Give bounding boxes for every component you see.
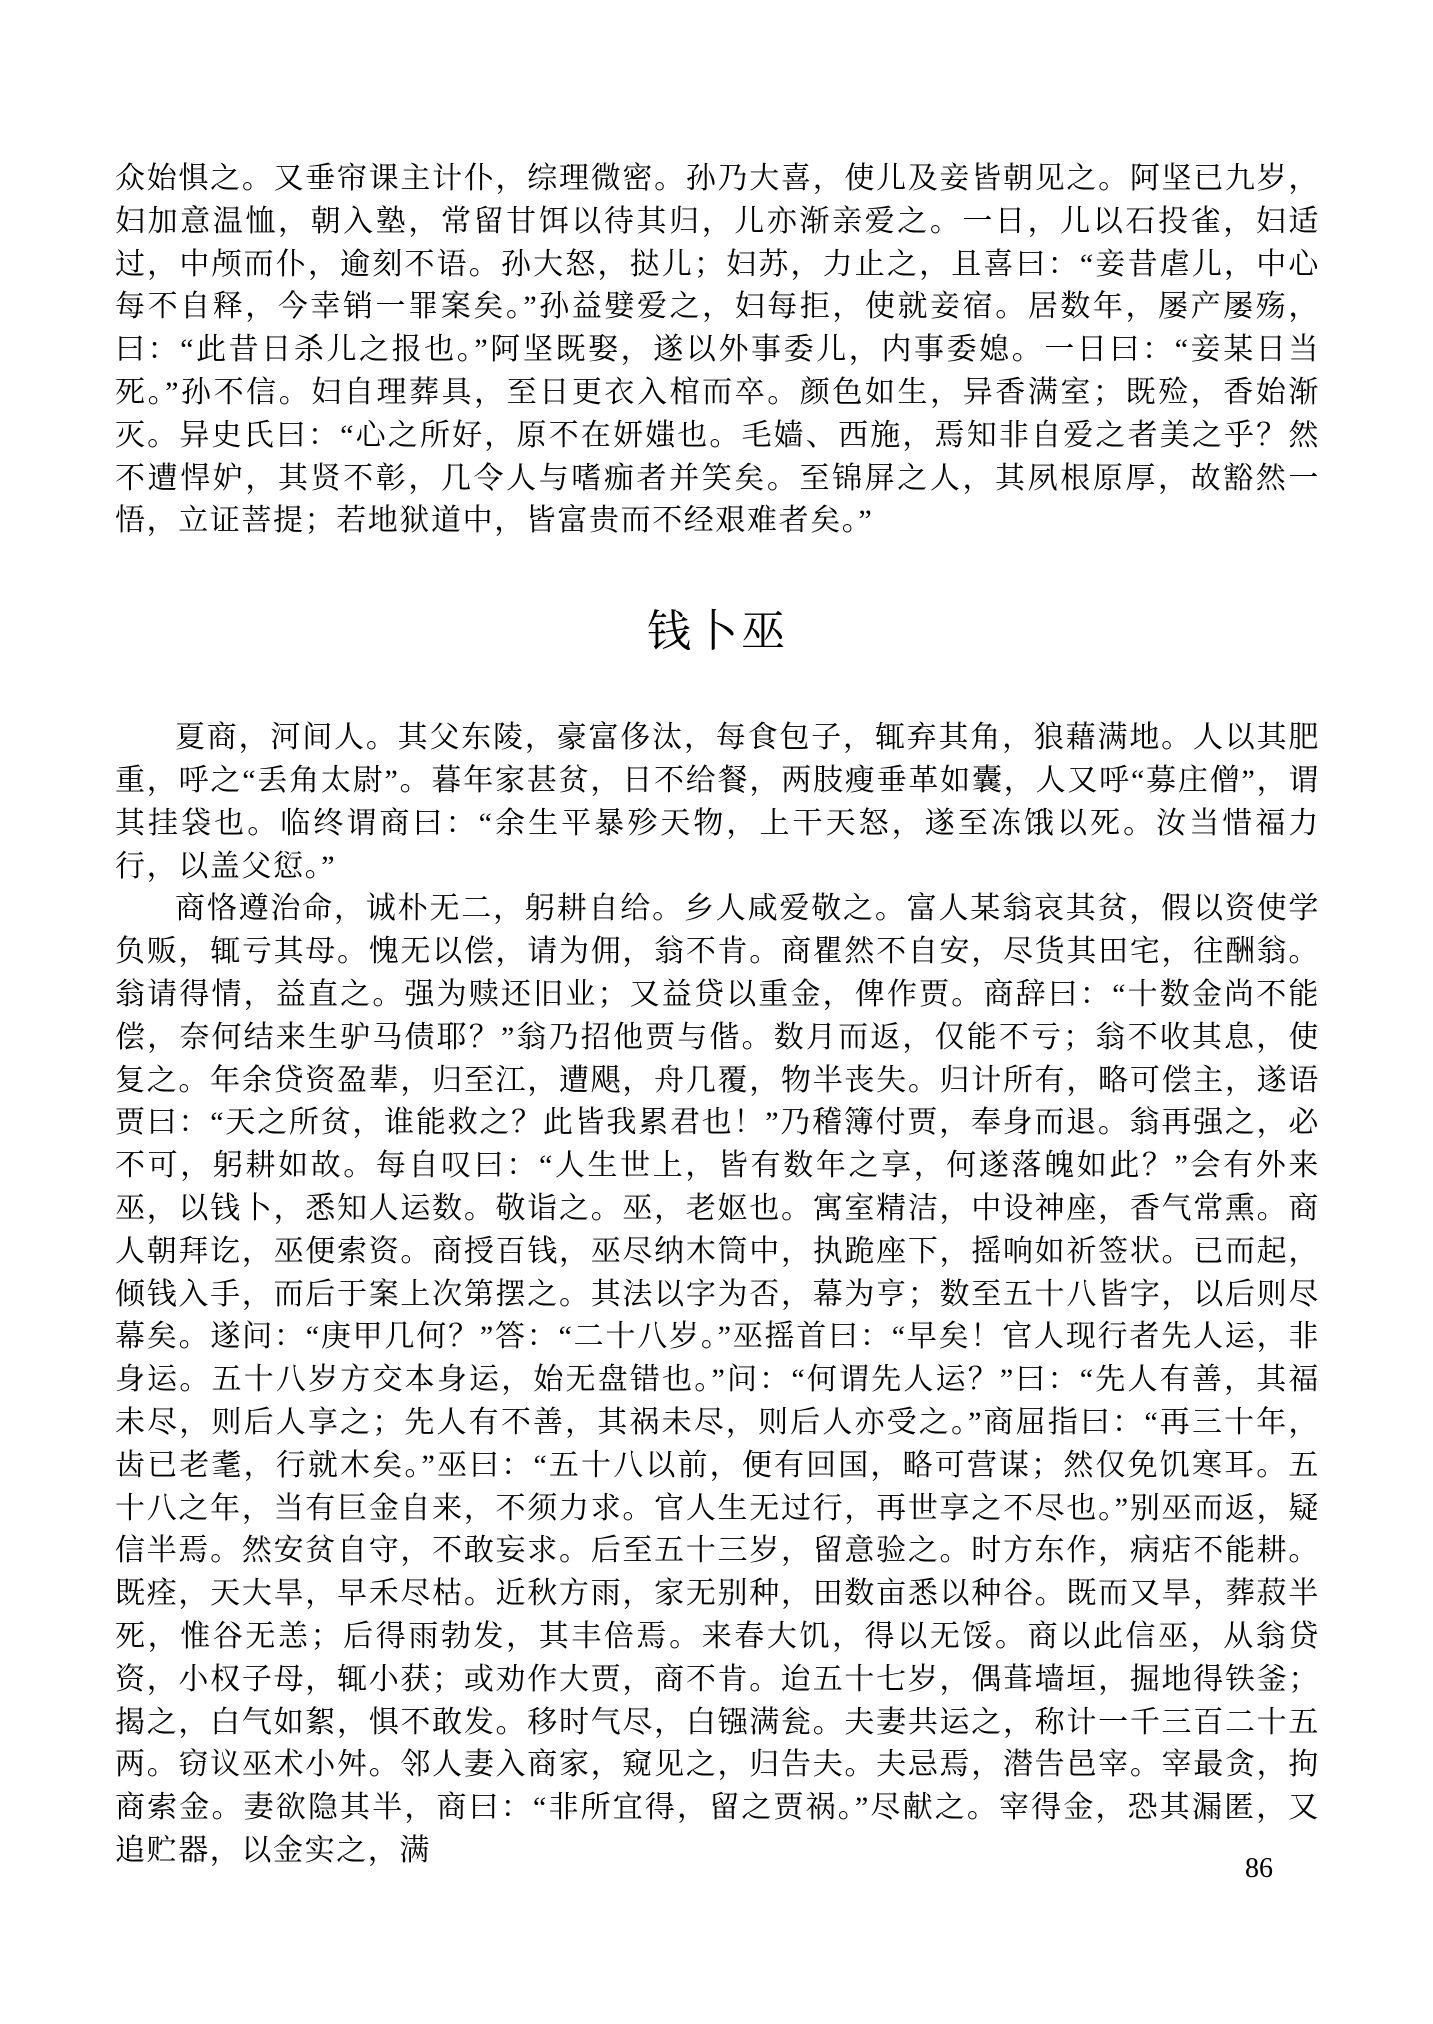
story-paragraph-2: 商恪遵治命，诚朴无二，躬耕自给。乡人咸爱敬之。富人某翁哀其贫，假以资使学负贩，辄亏其母。愧无以偿，请为佣，翁不肯。商瞿然不自安，尽货其田宅，往酬翁。翁请得情，益直之。强为赎还旧业；又益贷以重金，俾作贾。商辞曰：“十数金尚不能偿，奈何结来生驴马债耶？”翁乃招他贾与偕。数月而返，仅能不亏；翁不收其息，使复之。年余贷资盈辈，归至江，遭飓，舟几覆，物半丧失。归计所有，略可偿主，遂语贾曰：“天之所贫，谁能救之？此皆我累君也！”乃稽簿付贾，奉身而退。翁再强之，必不可，躬耕如故。每自叹曰：“人生世上，皆有数年之享，何遂落魄如此？”会有外来巫，以钱卜，悉知人运数。敬诣之。巫，老妪也。寓室精洁，中设神座，香气常熏。商人朝拜讫，巫便索资。商授百钱，巫尽纳木筒中，执跪座下，摇响如祈签状。已而起，倾钱入手，而后于案上次第摆之。其法以字为否，幕为亨；数至五十八皆字，以后则尽幕矣。遂问：“庚甲几何？”答：“二十八岁。”巫摇首曰：“早矣！官人现行者先人运，非身运。五十八岁方交本身运，始无盘错也。”问：“何谓先人运？”曰：“先人有善，其福未尽，则后人享之；先人有不善，其祸未尽，则后人亦受之。”商屈指曰：“再三十年，齿已老耄，行就木矣。”巫曰：“五十八以前，便有回国，略可营谋；然仅免饥寒耳。五十八之年，当有巨金自来，不须力求。官人生无过行，再世享之不尽也。”别巫而返，疑信半焉。然安贫自守，不敢妄求。后至五十三岁，留意验之。时方东作，病痁不能耕。既痊，天大旱，早禾尽枯。近秋方雨，家无别种，田数亩悉以种谷。既而又旱，葬菽半死，惟谷无恙；后得雨勃发，其丰倍焉。来春大饥，得以无馁。商以此信巫，从翁贷资，小权子母，辄小获；或劝作大贾，商不肯。迨五十七岁，偶葺墙垣，掘地得铁釜；揭之，白气如絮，惧不敢发。移时气尽，白镪满瓮。夫妻共运之，称计一千三百二十五两。窃议巫术小舛。邻人妻入商家，窥见之，归告夫。夫忌焉，潜告邑宰。宰最贪，拘商索金。妻欲隐其半，商曰：“非所宜得，留之贾祸。”尽献之。宰得金，恐其漏匿，又追贮器，以金实之，满	[115, 892, 1320, 1867]
previous-story-continuation-paragraph: 众始惧之。又垂帘课主计仆，综理微密。孙乃大喜，使儿及妾皆朝见之。阿坚已九岁，妇加意温恤，朝入塾，常留甘饵以待其归，儿亦渐亲爱之。一日，儿以石投雀，妇适过，中颅而仆，逾刻不语。孙大怒，挞儿；妇苏，力止之，且喜曰：“妾昔虐儿，中心每不自释，今幸销一罪案矣。”孙益嬖爱之，妇每拒，使就妾宿。居数年，屡产屡殇，曰：“此昔日杀儿之报也。”阿坚既娶，遂以外事委儿，内事委媳。一日曰：“妾某日当死。”孙不信。妇自理葬具，至日更衣入棺而卒。颜色如生，异香满室；既殓，香始渐灭。异史氏曰：“心之所好，原不在妍媸也。毛嫱、西施，焉知非自爱之者美之乎？然不遭悍妒，其贤不彰，几令人与嗜痂者并笑矣。至锦屏之人，其夙根原厚，故豁然一悟，立证菩提；若地狱道中，皆富贵而不经艰难者矣。”	[115, 162, 1320, 538]
story-title: 钱卜巫	[647, 607, 788, 657]
story-paragraph-1: 夏商，河间人。其父东陵，豪富侈汰，每食包子，辄弃其角，狼藉满地。人以其肥重，呼之“丢角太尉”。暮年家甚贫，日不给餐，两肢瘦垂革如囊，人又呼“募庄僧”，谓其挂袋也。临终谓商曰：“余生平暴殄天物，上干天怒，遂至冻饿以死。汝当惜福力行，以盖父愆。”	[115, 721, 1320, 883]
page-number: 86	[1245, 1853, 1273, 1884]
text-content	[115, 0, 1320, 1873]
